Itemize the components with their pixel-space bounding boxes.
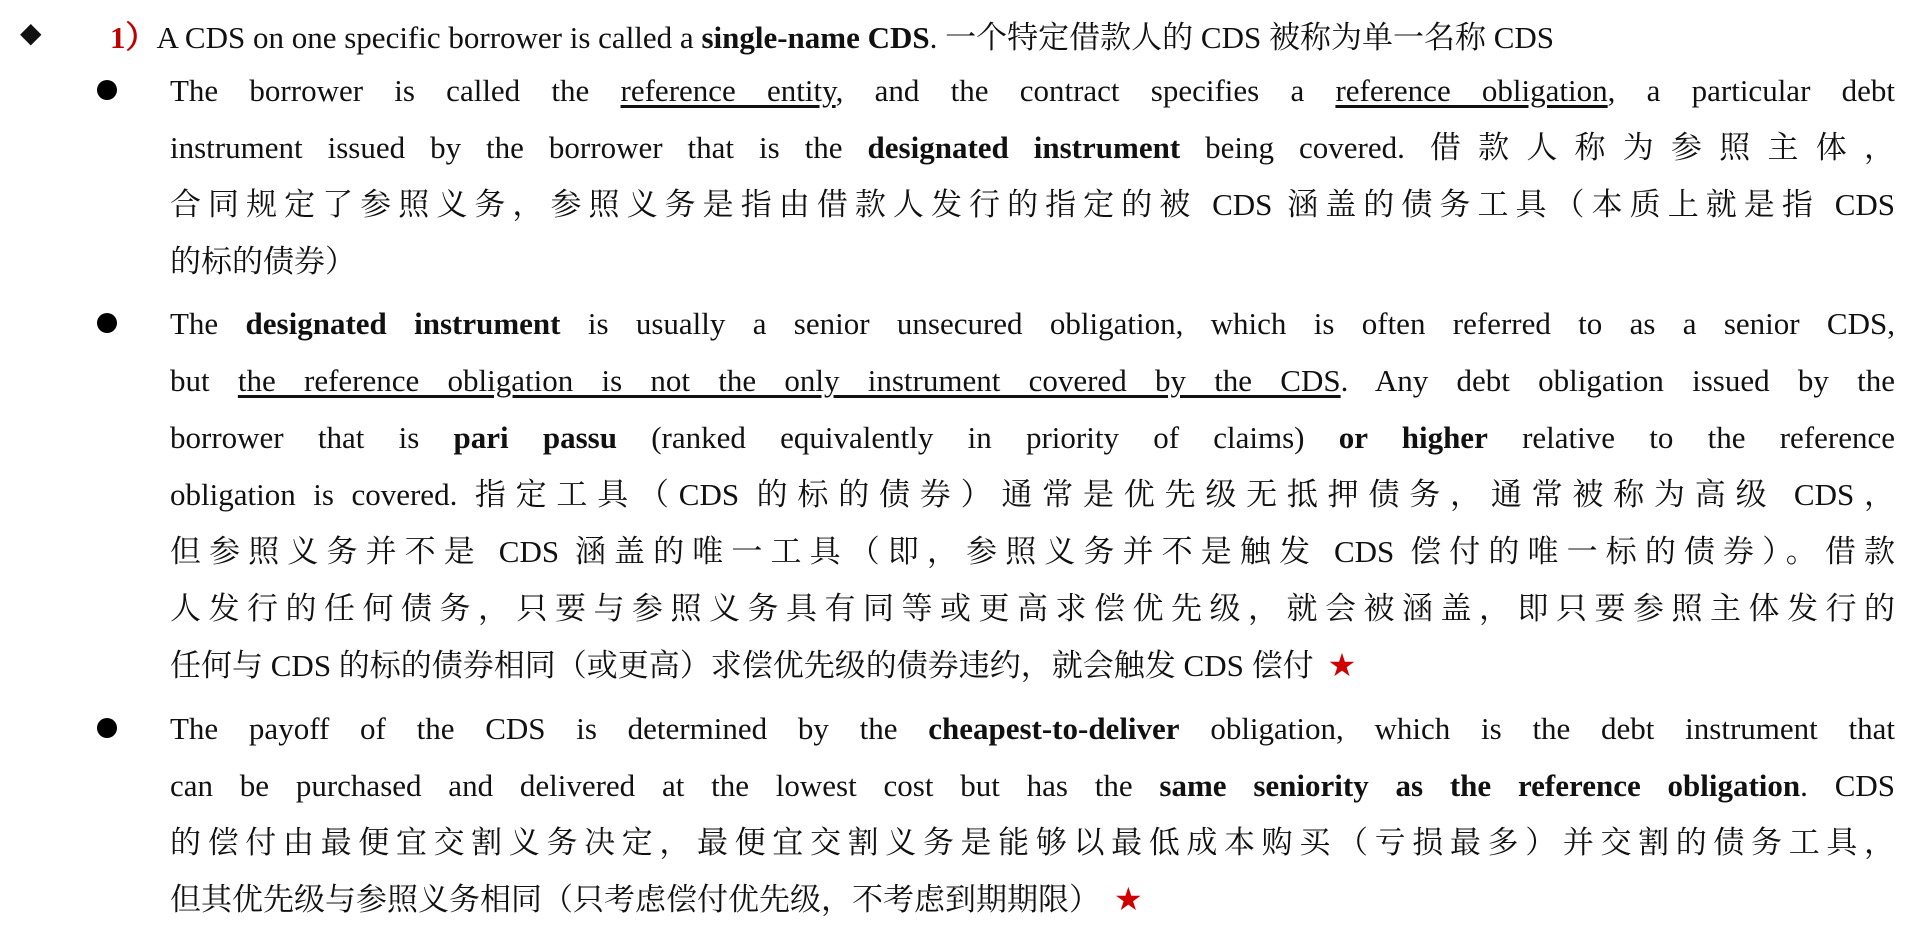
text-line: 的标的债券） [170, 244, 356, 279]
bold-term: designated instrument [245, 306, 561, 341]
bold-term: same seniority as the reference obligation [1159, 768, 1801, 803]
text-line: 但参照义务并不是 CDS 涵盖的唯一工具（即，参照义务并不是触发 CDS 偿付的唯一标的债券）。借款 [170, 534, 1895, 569]
bold-term: pari passu [453, 420, 617, 455]
heading-text-part: A CDS on one specific borrower is called a [156, 19, 702, 55]
text-line: but the reference obligation is not the only instrument covered by the CDS. Any debt obligation issued by the [170, 363, 1896, 398]
heading-text-part: . 一个特定借款人的 CDS 被称为单一名称 CDS [929, 19, 1554, 55]
heading-bold-term: single-name CDS [701, 19, 930, 55]
text-line: 人发行的任何债务，只要与参照义务具有同等或更高求偿优先级，就会被涵盖，即只要参照主体发行的 [170, 591, 1895, 626]
text-line: 的偿付由最便宜交割义务决定，最便宜交割义务是能够以最低成本购买（亏损最多）并交割的债务工具， [170, 825, 1895, 860]
text-line: 合同规定了参照义务，参照义务是指由借款人发行的指定的被 CDS 涵盖的债务工具（本质上就是指 CDS [170, 187, 1895, 222]
bullet-text [170, 700, 1895, 928]
text-line: instrument issued by the borrower that is the designated instrument being covered. 借款人称为参照主体， [170, 130, 1895, 165]
underlined-term: the reference obligation is not the only instrument covered by the CDS [237, 363, 1341, 398]
text-line: can be purchased and delivered at the lowest cost but has the same seniority as the reference obligation. CDS [170, 768, 1895, 803]
bold-term: cheapest-to-deliver [928, 711, 1180, 746]
underlined-term: reference obligation [1335, 73, 1608, 108]
text-line: 但其优先级与参照义务相同（只考虑偿付优先级，不考虑到期期限） ★ [170, 881, 1143, 917]
text-line: borrower that is pari passu (ranked equivalently in priority of claims) or higher relative to the reference [170, 420, 1895, 455]
text-line: The designated instrument is usually a senior unsecured obligation, which is often referred to as a senior CDS, [170, 306, 1895, 341]
star-icon: ★ [1114, 881, 1143, 917]
text-line: 任何与 CDS 的标的债券相同（或更高）求偿优先级的债券违约，就会触发 CDS 偿付 ★ [170, 647, 1357, 683]
bullet-text [170, 295, 1895, 694]
star-icon: ★ [1327, 647, 1357, 683]
section-number: 1） [110, 19, 157, 55]
diamond-bullet-icon: ◆ [20, 18, 42, 49]
section-heading [20, 12, 1900, 56]
text-line: The payoff of the CDS is determined by the cheapest-to-deliver obligation, which is the debt instrument that [170, 711, 1895, 746]
text-line: The borrower is called the reference entity, and the contract specifies a reference obligation, a particular debt [170, 73, 1895, 108]
bullet-dot-icon [97, 313, 117, 333]
bullet-dot-icon [97, 718, 117, 738]
bold-term: or higher [1338, 420, 1488, 455]
underlined-term: reference entity [620, 73, 836, 108]
bullet-dot-icon [97, 80, 117, 100]
section-heading-text [157, 12, 1555, 57]
bullet-text [170, 62, 1895, 290]
text-line: obligation is covered. 指定工具（CDS 的标的债券）通常是优先级无抵押债务，通常被称为高级 CDS， [170, 477, 1895, 512]
bold-term: designated instrument [867, 130, 1181, 165]
